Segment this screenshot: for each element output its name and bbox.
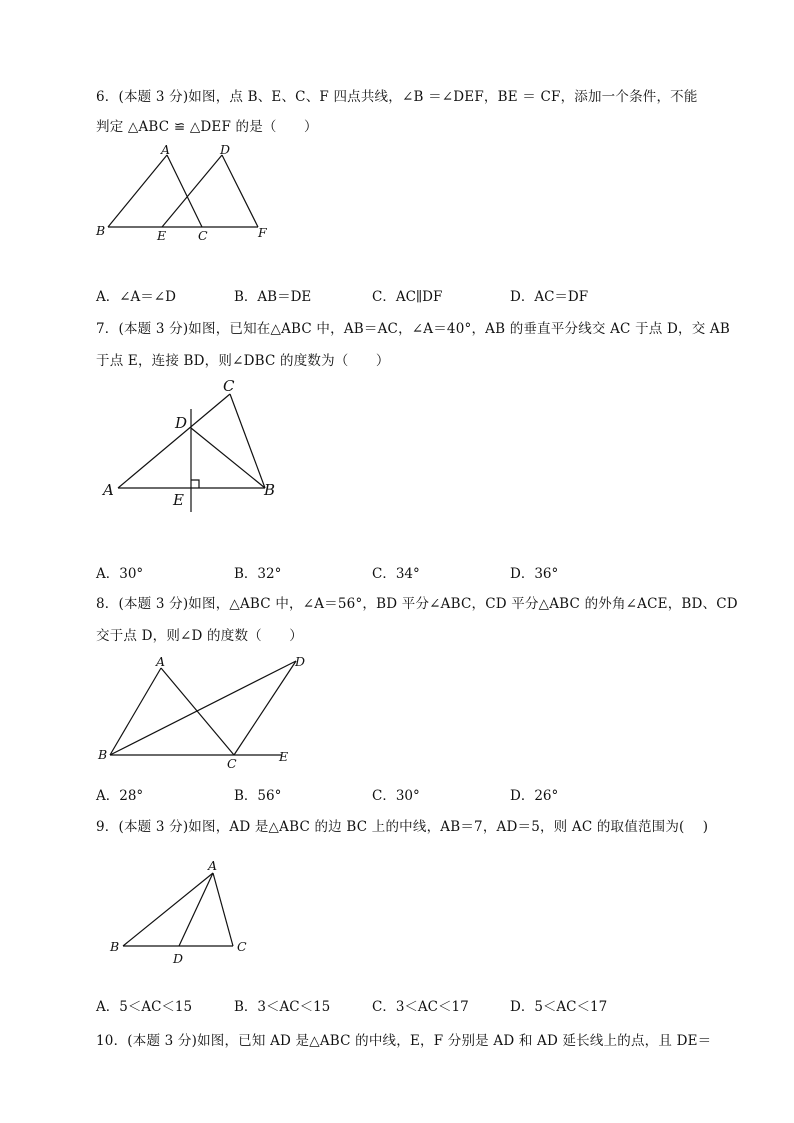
q7-line-2: 于点 E，连接 BD，则∠DBC 的度数为（ ） (96, 353, 390, 369)
q9-option-d[interactable]: D．5＜AC＜17 (510, 999, 608, 1015)
q8-label-d: D (295, 654, 306, 669)
q9-label-c: C (237, 939, 247, 954)
q6-label-b: B (96, 223, 106, 238)
q6-segment-ac (167, 155, 202, 227)
q8-option-d[interactable]: D．26° (510, 788, 559, 804)
q7-label-a: A (103, 481, 114, 499)
q8-segment-ac (161, 668, 234, 755)
q9-line-1: 9．(本题 3 分)如图，AD 是△ABC 的边 BC 上的中线，AB＝7，AD＝5，则 AC 的取值范围为( ) (96, 819, 709, 835)
q9-segment-ba (123, 873, 213, 946)
q6-line-2: 判定 △ABC ≌ △DEF 的是（ ） (96, 119, 318, 135)
q9-segment-ad (179, 873, 213, 946)
q8-line-1: 8．(本题 3 分)如图，△ABC 中，∠A＝56°，BD 平分∠ABC，CD 平分△ABC 的外角∠ACE，BD、CD (96, 596, 738, 612)
q6-option-b[interactable]: B．AB＝DE (234, 289, 312, 305)
q9-label-b: B (110, 939, 120, 954)
q6-line-1: 6．(本题 3 分)如图，点 B、E、C、F 四点共线，∠B ＝∠DEF，BE ＝ CF，添加一个条件，不能 (96, 89, 698, 105)
q6-option-c[interactable]: C．AC∥DF (372, 289, 443, 305)
q8-option-c[interactable]: C．30° (372, 788, 420, 804)
q7-label-c: C (223, 377, 235, 395)
q7-option-a[interactable]: A．30° (96, 566, 144, 582)
q9-option-a[interactable]: A．5＜AC＜15 (96, 999, 193, 1015)
q8-segment-cd (234, 661, 296, 755)
q8-option-a[interactable]: A．28° (96, 788, 144, 804)
q8-figure (90, 648, 310, 773)
q9-figure (100, 855, 260, 970)
q7-option-c[interactable]: C．34° (372, 566, 420, 582)
q9-segment-ac (213, 873, 233, 946)
q6-label-e: E (157, 228, 167, 243)
q6-option-d[interactable]: D．AC＝DF (510, 289, 589, 305)
q7-label-e: E (173, 491, 184, 509)
q9-option-b[interactable]: B．3＜AC＜15 (234, 999, 331, 1015)
q8-label-c: C (227, 756, 237, 771)
q6-label-f: F (258, 225, 267, 240)
q7-line-1: 7．(本题 3 分)如图，已知在△ABC 中，AB＝AC，∠A＝40°，AB 的垂直平分线交 AC 于点 D，交 AB (96, 321, 730, 337)
q10-line-1: 10．(本题 3 分)如图，已知 AD 是△ABC 的中线，E，F 分别是 AD 和 AD 延长线上的点，且 DE＝ (96, 1033, 712, 1049)
q8-label-a: A (156, 654, 166, 669)
q9-label-a: A (208, 858, 218, 873)
q9-option-c[interactable]: C．3＜AC＜17 (372, 999, 469, 1015)
q6-figure (90, 140, 290, 245)
q6-segment-ed (162, 155, 222, 227)
q6-segment-ab (108, 155, 167, 227)
q6-label-c: C (198, 228, 208, 243)
q7-option-b[interactable]: B．32° (234, 566, 282, 582)
q6-label-a: A (161, 142, 171, 157)
q9-label-d: D (173, 951, 184, 966)
q6-label-d: D (220, 142, 231, 157)
q7-label-d: D (175, 414, 188, 432)
q8-label-e: E (279, 749, 289, 764)
q8-line-2: 交于点 D，则∠D 的度数（ ） (96, 628, 303, 644)
q7-label-b: B (264, 481, 276, 499)
q6-option-a[interactable]: A．∠A＝∠D (96, 289, 176, 305)
q7-right-angle-mark (191, 480, 199, 488)
q8-option-b[interactable]: B．56° (234, 788, 282, 804)
q7-figure (95, 372, 295, 517)
q7-segment-ac (118, 394, 230, 488)
q6-segment-df (222, 155, 258, 227)
q7-option-d[interactable]: D．36° (510, 566, 559, 582)
q8-label-b: B (98, 747, 108, 762)
